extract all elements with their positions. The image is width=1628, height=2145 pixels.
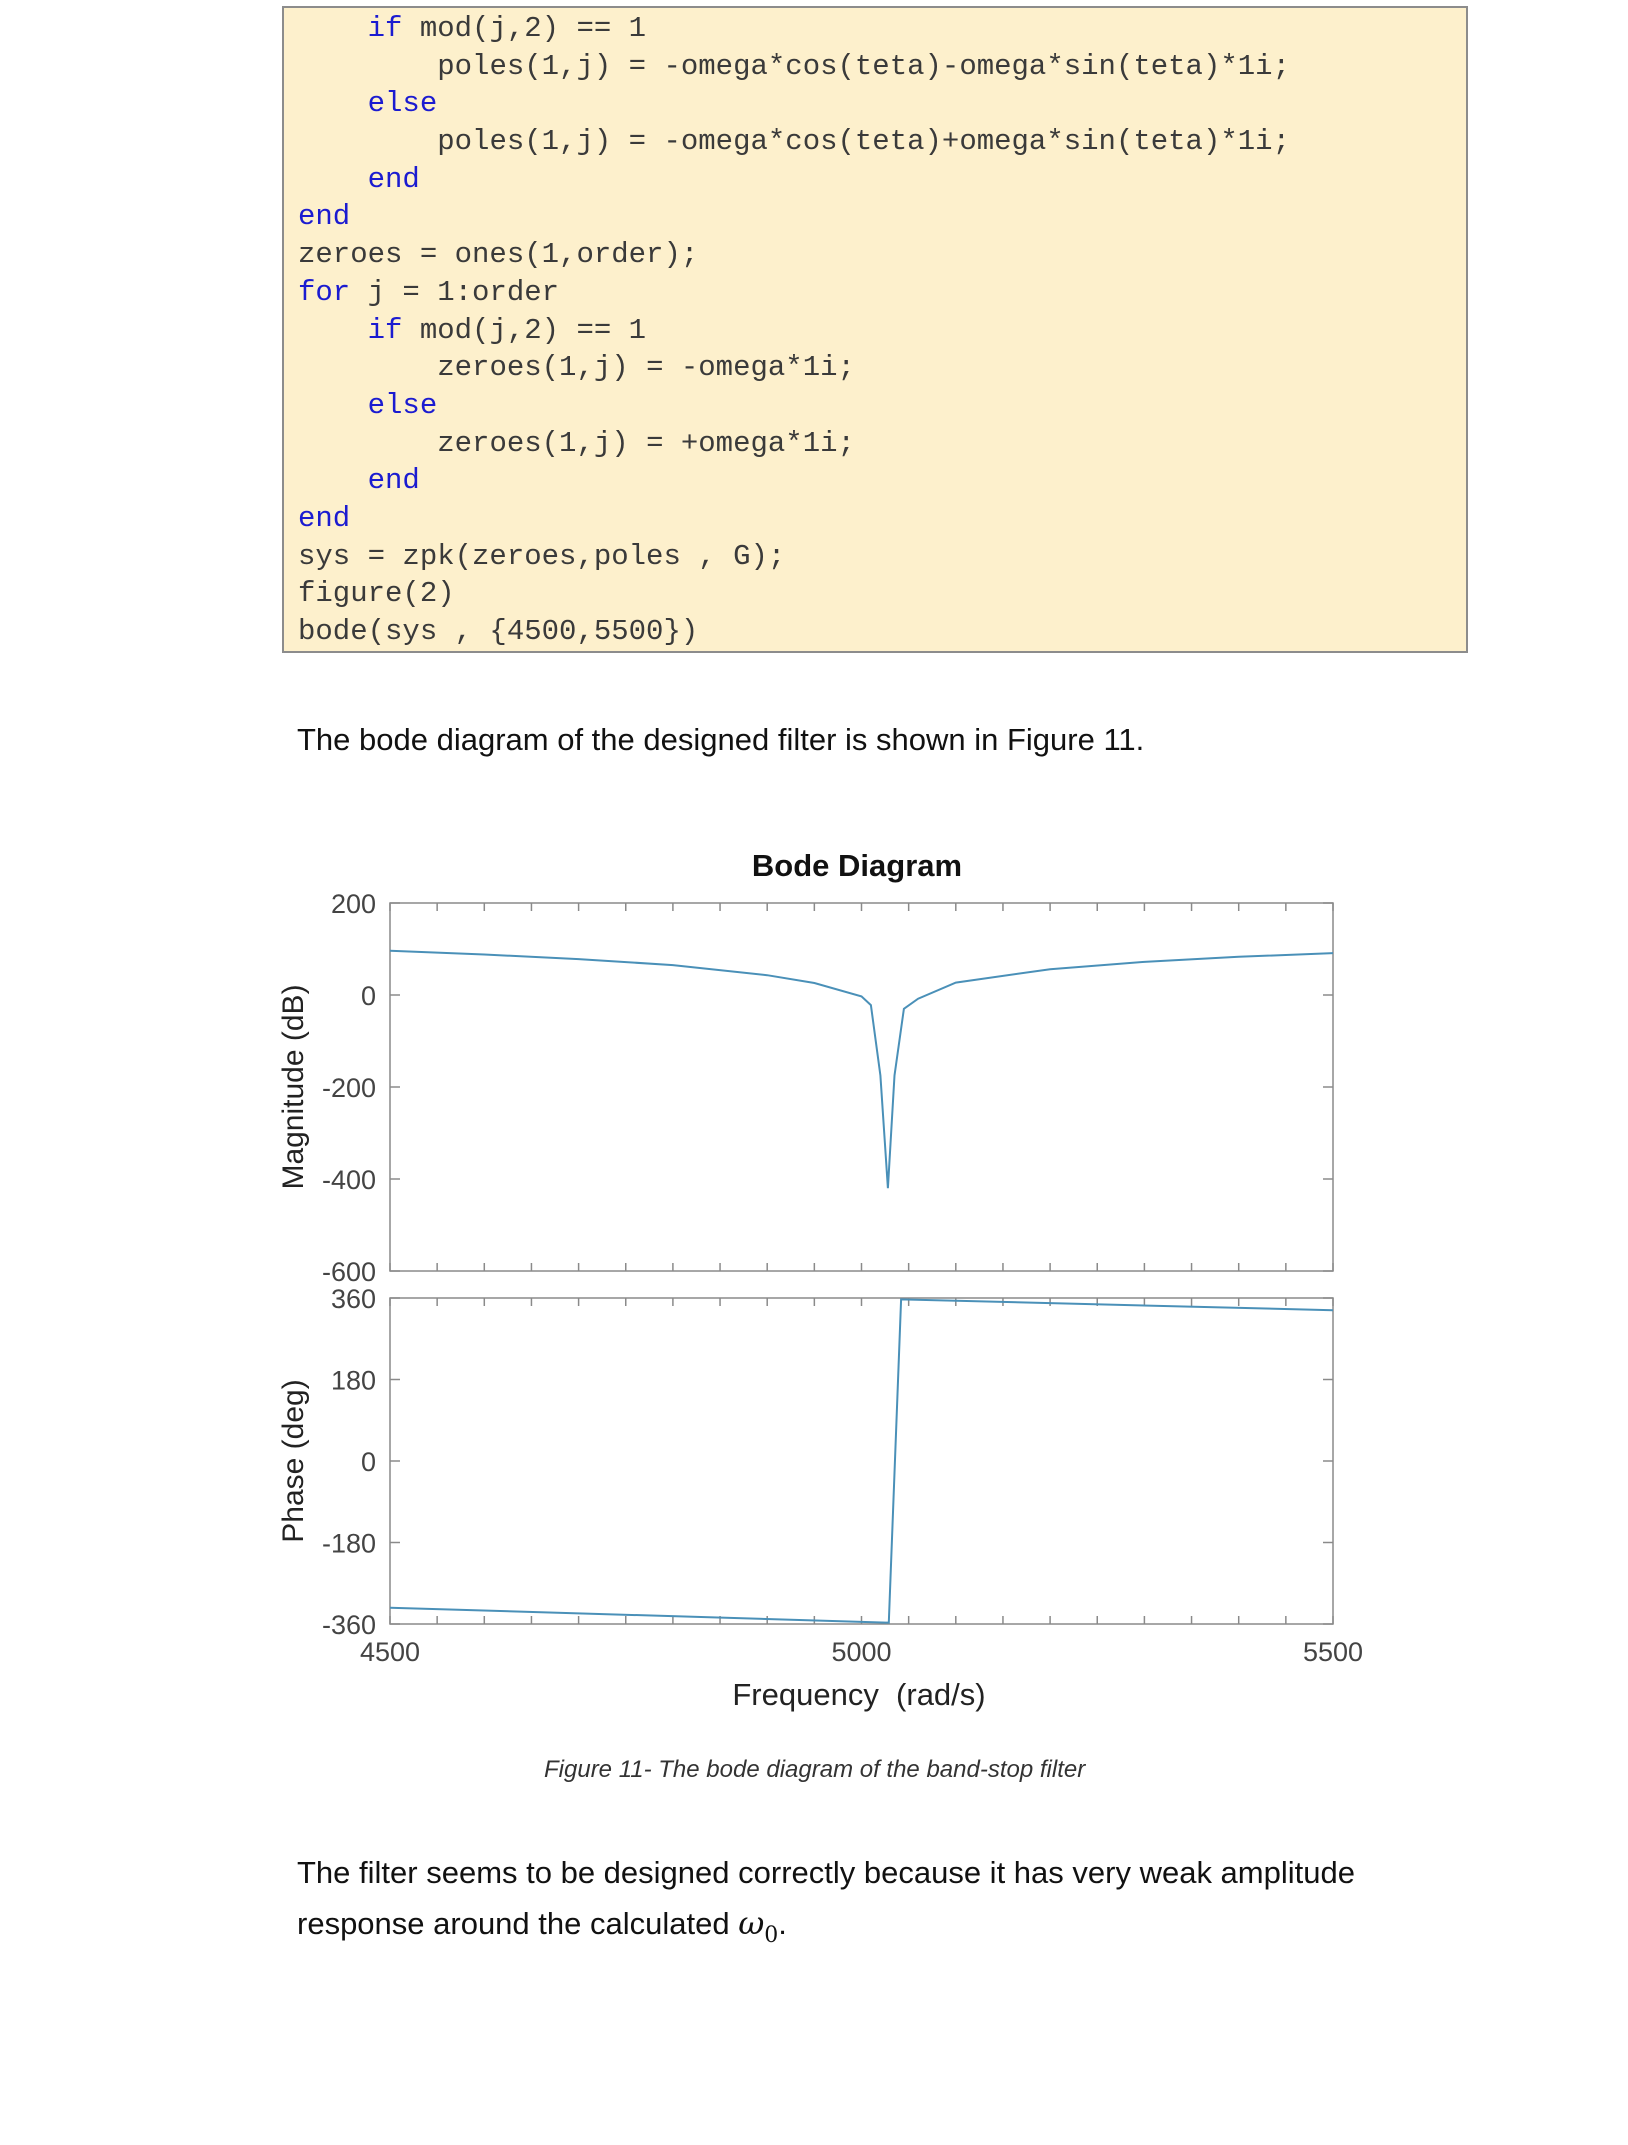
figure-caption: Figure 11- The bode diagram of the band-stop filter (544, 1756, 1086, 1783)
code-text: poles(1,j) = -omega*cos(teta)-omega*sin(teta)*1i; (437, 49, 1290, 83)
code-text: poles(1,j) = -omega*cos(teta)+omega*sin(teta)*1i; (437, 125, 1290, 159)
x-tick-label: 5500 (1302, 1637, 1364, 1667)
conclusion-line-2-prefix: response around the calculated (297, 1906, 739, 1941)
magnitude-axis-label: Magnitude (dB) (277, 984, 310, 1190)
code-text: zeroes(1,j) = -omega*1i; (437, 351, 855, 385)
magnitude-y-tick-label: -600 (321, 1257, 376, 1287)
phase-plot-frame (390, 1298, 1333, 1624)
code-text: figure(2) (298, 577, 455, 611)
magnitude-y-tick-label: 200 (330, 889, 376, 919)
conclusion-line-1: The filter seems to be designed correctly because it has very weak amplitude (297, 1855, 1355, 1890)
magnitude-y-tick-label: 0 (360, 981, 376, 1011)
phase-y-tick-label: 180 (330, 1365, 376, 1396)
conclusion-paragraph (297, 1848, 1457, 1961)
phase-y-tick-label: 0 (360, 1447, 376, 1477)
code-text: mod(j,2) == 1 (402, 12, 647, 45)
phase-tick-labels (322, 1284, 376, 1640)
x-tick-label: 5000 (831, 1637, 892, 1667)
magnitude-tick-labels (322, 889, 376, 1287)
code-keyword: if (367, 12, 403, 45)
x-tick-label: 4500 (359, 1637, 421, 1667)
conclusion-line-2-suffix: . (778, 1906, 787, 1941)
code-keyword: else (367, 87, 438, 121)
phase-y-tick-label: 360 (330, 1284, 376, 1314)
magnitude-y-tick-label: -200 (321, 1073, 376, 1103)
code-keyword: else (367, 388, 438, 422)
intro-paragraph: The bode diagram of the designed filter is shown in Figure 11. (297, 722, 1145, 757)
chart-title: Bode Diagram (751, 848, 963, 883)
omega-symbol: ω (738, 1904, 765, 1942)
phase-y-tick-label: -180 (321, 1528, 376, 1559)
code-keyword: end (298, 501, 351, 535)
magnitude-y-tick-label: -400 (321, 1165, 376, 1195)
phase-axis-label: Phase (deg) (277, 1379, 310, 1543)
x-tick-labels (360, 1637, 1363, 1667)
code-text: j = 1:order (350, 275, 560, 309)
code-text: bode(sys , {4500,5500}) (298, 615, 699, 648)
omega-subscript: 0 (764, 1923, 779, 1948)
x-axis-label: Frequency (rad/s) (732, 1677, 986, 1712)
code-text: sys = zpk(zeroes,poles , G); (298, 539, 786, 573)
code-keyword: end (298, 200, 351, 234)
magnitude-plot-frame (390, 903, 1333, 1271)
code-keyword: end (367, 162, 420, 196)
phase-panel (277, 1284, 1333, 1640)
code-keyword: end (367, 464, 420, 498)
code-keyword: if (367, 313, 403, 347)
code-keyword: for (298, 275, 351, 309)
code-text: zeroes = ones(1,order); (298, 238, 699, 272)
code-text: zeroes(1,j) = +omega*1i; (437, 426, 855, 460)
code-text: mod(j,2) == 1 (402, 313, 647, 347)
phase-y-tick-label: -360 (321, 1610, 376, 1640)
magnitude-panel (277, 889, 1333, 1287)
